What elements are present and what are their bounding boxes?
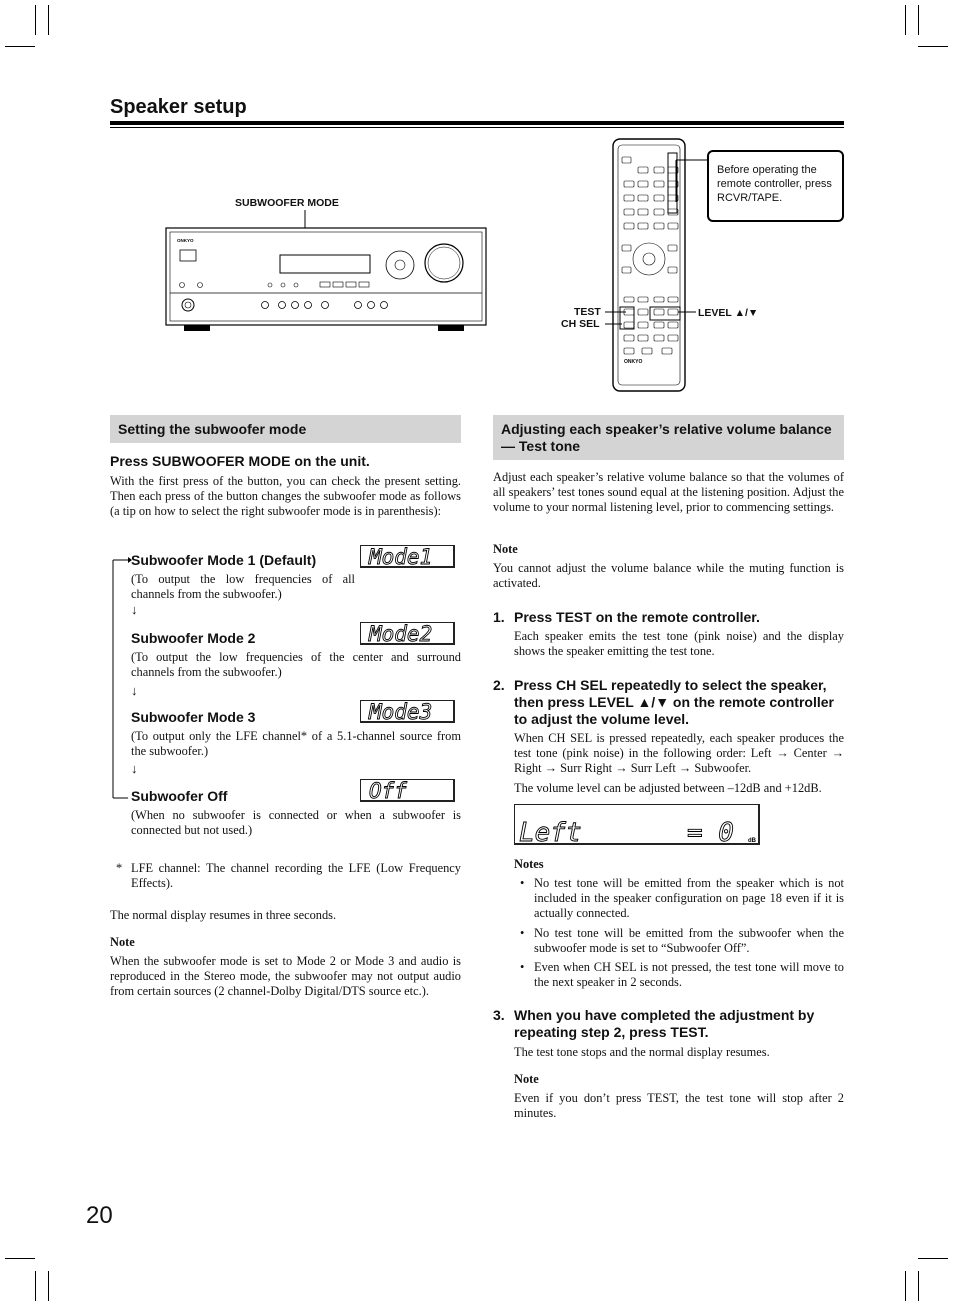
callout-leader-lines xyxy=(600,140,712,340)
notes-title: Notes xyxy=(514,857,544,871)
page-title: Speaker setup xyxy=(110,96,247,118)
step2-title: Press CH SEL repeatedly to select the speaker, then press LEVEL ▲/▼ on the remote controller to adjust the volume level. xyxy=(514,677,834,727)
step3-body: The test tone stops and the normal display resumes. xyxy=(514,1045,770,1059)
left-note: When the subwoofer mode is set to Mode 2 or Mode 3 and audio is reproduced in the Stereo mode, the subwoofer may not output audio from certain sources (2 channel-Dolby Digital/DTS source etc.). xyxy=(110,954,461,999)
title-rule xyxy=(110,121,844,125)
test-label: TEST xyxy=(574,306,601,318)
mode-desc: (To output the low frequencies of the center and surround channels from the subwoofer.) xyxy=(131,650,461,680)
display-text: Mode3 xyxy=(369,701,433,722)
down-arrow: ↓ xyxy=(131,602,138,617)
list-item: • No test tone will be emitted from the subwoofer when the subwoofer mode is set to “Subwoofer Off”. xyxy=(514,926,844,956)
step2-body: When CH SEL is pressed repeatedly, each speaker produces the test tone (pink noise) in the following order: Left → Center → Right → Surr Right → Surr Left → Subwoofer. xyxy=(514,731,844,776)
down-arrow: ↓ xyxy=(131,761,138,776)
list-item: • Even when CH SEL is not pressed, the test tone will move to the next speaker in 2 seconds. xyxy=(514,960,844,990)
right-note-title: Note xyxy=(493,542,518,556)
left-section-title: Setting the subwoofer mode xyxy=(110,415,461,443)
display-text: Mode2 xyxy=(369,623,433,644)
receiver-illustration xyxy=(160,205,495,340)
step3-number: 3. xyxy=(493,1007,505,1023)
off-display xyxy=(360,779,455,802)
mode3-display xyxy=(360,700,455,723)
resume-text: The normal display resumes in three seconds. xyxy=(110,908,337,922)
test-tone-display xyxy=(514,804,760,845)
mode1-display xyxy=(360,545,455,568)
mode-title: Subwoofer Mode 3 xyxy=(131,709,256,725)
mode-title: Subwoofer Mode 1 (Default) xyxy=(131,552,317,568)
step1-number: 1. xyxy=(493,609,505,625)
left-intro: With the first press of the button, you can check the present setting. Then each press of the button changes the subwoofer mode as follows (a tip on how to select the right subwoofer mode is in parenthesis): xyxy=(110,474,461,519)
mode-title: Subwoofer Off xyxy=(131,788,228,804)
svg-text:ONKYO: ONKYO xyxy=(177,238,194,243)
title-rule-thin xyxy=(110,127,844,128)
right-section-title: Adjusting each speaker’s relative volume balance — Test tone xyxy=(493,415,844,460)
mode-cycle-arrow xyxy=(108,552,132,802)
left-instruction: Press SUBWOOFER MODE on the unit. xyxy=(110,453,370,469)
display-text: Mode1 xyxy=(369,546,433,567)
step3-title: When you have completed the adjustment by repeating step 2, press TEST. xyxy=(514,1007,815,1040)
level-label: LEVEL ▲/▼ xyxy=(698,307,759,319)
step1-body: Each speaker emits the test tone (pink noise) and the display shows the speaker emitting the test tone. xyxy=(514,629,844,659)
footnote-mark: * xyxy=(116,861,123,875)
mode-title: Subwoofer Mode 2 xyxy=(131,630,256,646)
step3-note-title: Note xyxy=(514,1072,539,1086)
notes-list xyxy=(514,876,844,994)
rcvr-tape-callout: Before operating the remote controller, press RCVR/TAPE. xyxy=(707,150,844,222)
mode2-display xyxy=(360,622,455,645)
display-level-text: = 0 xyxy=(687,818,734,844)
list-item: • No test tone will be emitted from the speaker which is not included in the speaker configuration on page 18 even if it is actually connected. xyxy=(514,876,844,922)
mode-desc: (To output the low frequencies of all channels from the subwoofer.) xyxy=(131,572,355,602)
svg-text:ONKYO: ONKYO xyxy=(624,359,643,365)
left-note-title: Note xyxy=(110,935,135,949)
mode-desc: (When no subwoofer is connected or when a subwoofer is connected but not used.) xyxy=(131,808,461,838)
right-note: You cannot adjust the volume balance while the muting function is activated. xyxy=(493,561,844,591)
page-number: 20 xyxy=(86,1202,113,1229)
display-unit: dB xyxy=(748,838,756,844)
step3-note: Even if you don’t press TEST, the test tone will stop after 2 minutes. xyxy=(514,1091,844,1121)
display-speaker-text: Left xyxy=(519,818,582,844)
step2-number: 2. xyxy=(493,677,505,693)
subwoofer-mode-label: SUBWOOFER MODE xyxy=(235,197,339,209)
down-arrow: ↓ xyxy=(131,683,138,698)
step2-range: The volume level can be adjusted between –12dB and +12dB. xyxy=(514,781,822,795)
footnote: LFE channel: The channel recording the LFE (Low Frequency Effects). xyxy=(131,861,461,891)
right-intro: Adjust each speaker’s relative volume balance so that the volumes of all speakers’ test tones sound equal at the listening position. Adjust the volume to your normal listening level, prior to commencing settings. xyxy=(493,470,844,515)
display-text: Off xyxy=(369,780,407,801)
mode-desc: (To output only the LFE channel* of a 5.1-channel source from the subwoofer.) xyxy=(131,729,461,759)
ch-sel-label: CH SEL xyxy=(561,318,600,330)
step1-title: Press TEST on the remote controller. xyxy=(514,609,760,625)
